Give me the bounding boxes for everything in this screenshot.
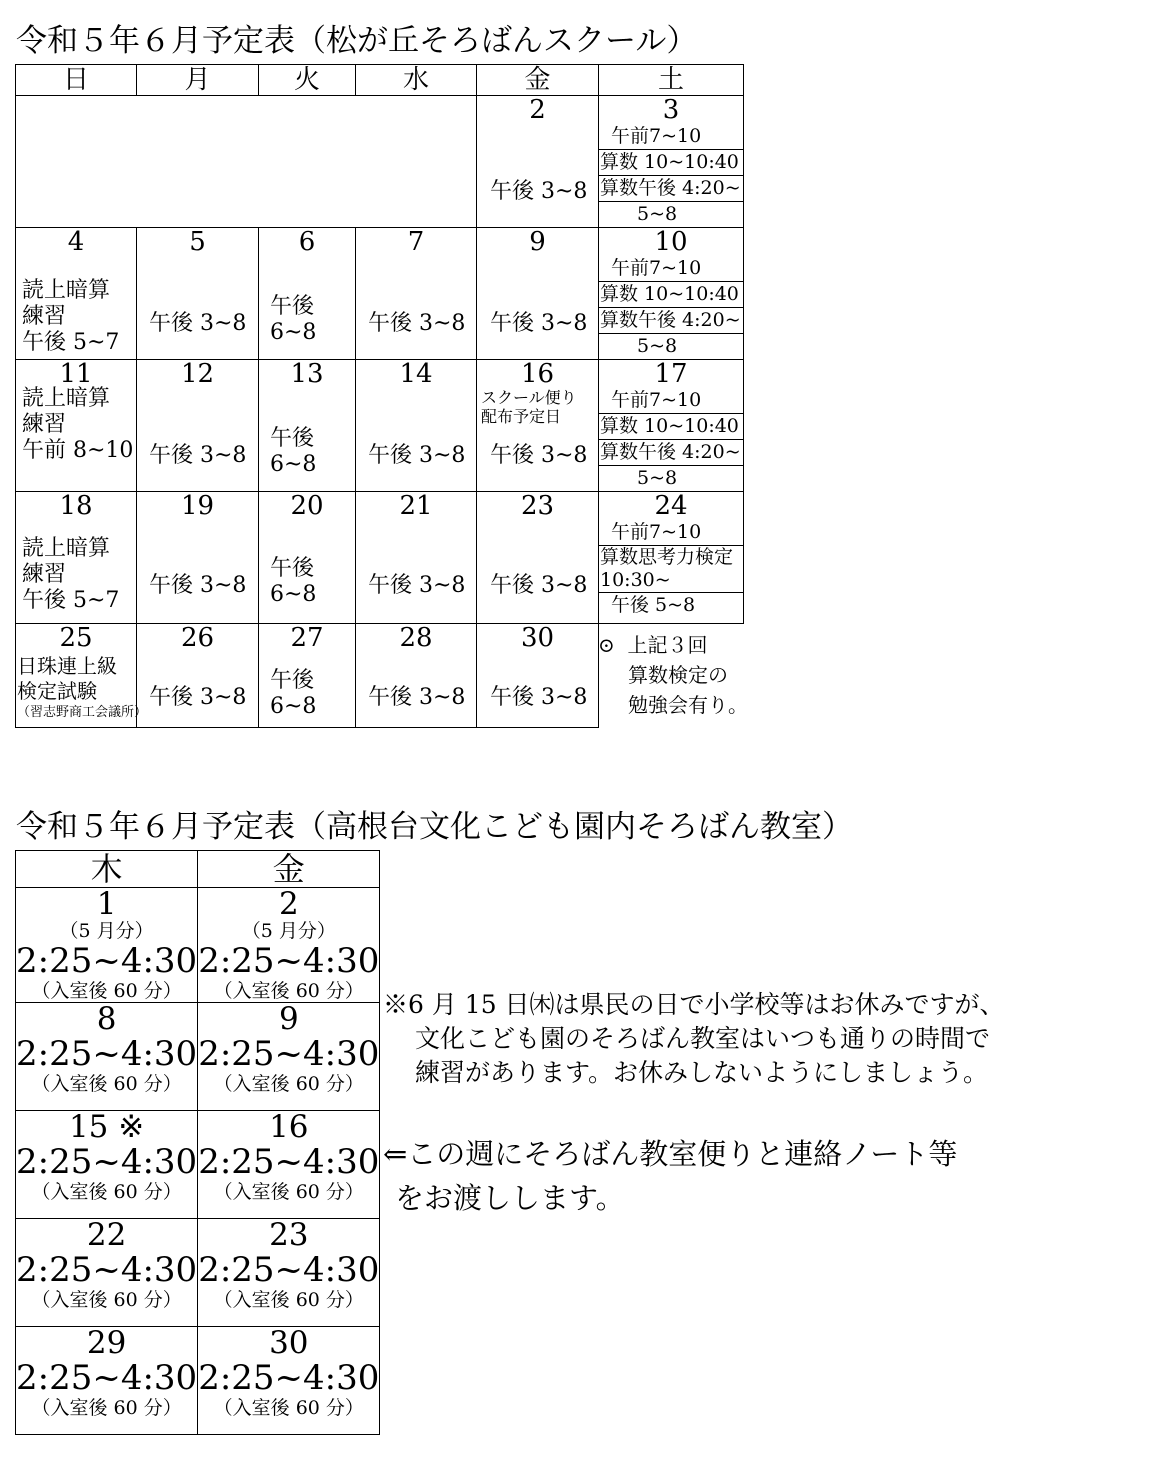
- lesson-time: 午後 3~8: [368, 573, 466, 598]
- day-cell: [137, 624, 259, 728]
- day-number: 4: [67, 227, 85, 257]
- lesson-time: 午後 3~8: [149, 311, 247, 336]
- lesson-time: 午後 3~8: [490, 311, 588, 336]
- lesson-time-range: 6~8: [270, 320, 317, 345]
- day-cell: [16, 623, 148, 728]
- lesson-time: 午前 8~10: [22, 438, 134, 463]
- day-number: 6: [298, 227, 316, 257]
- lesson-note: [22, 278, 119, 356]
- matsugaoka-calendar: [15, 64, 744, 728]
- lesson-time: [270, 668, 316, 720]
- lesson-time: 午後 3~8: [149, 443, 247, 468]
- day-number: 30: [269, 1325, 309, 1361]
- math-afternoon-time: 算数午後 4:20~: [599, 176, 743, 202]
- duration-note: （入室後 60 分）: [213, 1073, 364, 1095]
- day-number: 10: [654, 227, 688, 257]
- day-number: 15 ※: [68, 1109, 145, 1145]
- duration-note: （入室後 60 分）: [31, 980, 182, 1002]
- evening-time: 午後 5~8: [611, 594, 696, 616]
- day-cell: [599, 360, 744, 492]
- lesson-time: 2:25~4:30: [198, 1034, 380, 1074]
- lesson-time: [270, 294, 316, 346]
- morning-time: 午前7~10: [599, 388, 743, 414]
- newsletter-note: [481, 388, 577, 426]
- day-number: 11: [59, 359, 93, 389]
- newsletter-notice-line: ⇐この週にそろばん教室便りと連絡ノート等: [383, 1137, 958, 1171]
- day-number: 28: [399, 623, 433, 653]
- day-number: 14: [399, 359, 433, 389]
- exam-note: [17, 654, 147, 722]
- day-cell: [137, 360, 259, 492]
- exam-name: 検定試験: [17, 679, 97, 703]
- lesson-time: 2:25~4:30: [198, 1250, 380, 1290]
- day-cell: [356, 360, 477, 492]
- day-cell: [137, 492, 259, 624]
- duration-note: （入室後 60 分）: [31, 1397, 182, 1419]
- lesson-time-label: 午後: [270, 426, 315, 451]
- day-number: 9: [278, 1001, 299, 1037]
- day-number: 1: [96, 886, 117, 922]
- study-session-note: [598, 630, 748, 720]
- day-number: 18: [59, 491, 93, 521]
- lesson-time: 午後 5~7: [22, 588, 120, 613]
- day-cell: [16, 1111, 198, 1219]
- lesson-time: 2:25~4:30: [198, 1358, 380, 1398]
- lesson-time: 午後 3~8: [368, 311, 466, 336]
- takanedai-schedule: [15, 850, 380, 1435]
- newsletter-note-line: 配布予定日: [481, 407, 562, 426]
- lesson-time: 2:25~4:30: [198, 941, 380, 981]
- day-number: 16: [520, 359, 555, 389]
- month-note: （5 月分）: [59, 920, 154, 942]
- day-cell: [16, 492, 137, 624]
- day-cell: [16, 228, 137, 360]
- lesson-time: 2:25~4:30: [16, 1358, 198, 1398]
- lesson-note: [22, 386, 133, 464]
- day-cell: [477, 360, 599, 492]
- schedule-title-takanedai: 令和５年６月予定表（高根台文化こども園内そろばん教室）: [16, 809, 853, 845]
- lesson-time: 2:25~4:30: [16, 941, 198, 981]
- day-cell: [477, 228, 599, 360]
- weekday-header: 月: [137, 65, 259, 96]
- day-number: 29: [86, 1325, 127, 1361]
- day-number: 22: [86, 1217, 127, 1253]
- lesson-time-label: 午後: [270, 668, 315, 693]
- newsletter-notice-line: をお渡しします。: [395, 1181, 625, 1215]
- day-number: 25: [59, 623, 93, 653]
- lesson-time-label: 午後: [270, 556, 315, 581]
- lesson-name: 練習: [22, 304, 67, 329]
- day-number: 12: [180, 359, 215, 389]
- day-number: 17: [654, 359, 688, 389]
- day-number: 21: [399, 491, 433, 521]
- day-number: 5: [189, 227, 206, 257]
- lesson-time-label: 午後: [270, 294, 315, 319]
- weekday-header: 水: [356, 65, 477, 96]
- day-number: 20: [290, 491, 324, 521]
- math-time: 算数 10~10:40: [599, 150, 743, 176]
- day-number: 23: [269, 1217, 309, 1253]
- study-session-line: 上記３回: [627, 633, 708, 657]
- lesson-name: 読上暗算: [22, 386, 111, 411]
- day-cell: [259, 228, 356, 360]
- day-number: 24: [654, 491, 688, 521]
- lesson-name: 読上暗算: [22, 278, 111, 303]
- day-number: 7: [407, 227, 425, 257]
- bullet-icon: ⊙: [598, 633, 615, 657]
- schedule-title-matsugaoka: 令和５年６月予定表（松が丘そろばんスクール）: [16, 23, 698, 59]
- day-cell: [599, 96, 744, 228]
- lesson-name: 練習: [22, 562, 67, 587]
- weekday-header: 日: [16, 65, 137, 96]
- holiday-notice: [383, 988, 1005, 1090]
- lesson-time: [270, 556, 316, 608]
- morning-time: 午前7~10: [599, 256, 743, 282]
- duration-note: （入室後 60 分）: [213, 1181, 364, 1203]
- duration-note: （入室後 60 分）: [31, 1289, 182, 1311]
- day-cell: [259, 492, 356, 624]
- day-number: 30: [520, 623, 555, 653]
- math-test-time: 10:30~: [599, 569, 743, 593]
- day-number: 23: [520, 491, 555, 521]
- exam-name: 日珠連上級: [17, 654, 117, 678]
- day-number: 16: [269, 1109, 309, 1145]
- lesson-time: 午後 3~8: [490, 179, 588, 204]
- math-afternoon-time: 算数午後 4:20~: [599, 308, 743, 334]
- day-cell: [16, 360, 137, 492]
- day-cell: [259, 360, 356, 492]
- day-cell: [356, 624, 477, 728]
- day-cell: [198, 888, 380, 1003]
- day-number: 27: [290, 623, 324, 653]
- weekday-header: 木: [16, 851, 198, 888]
- day-cell: [599, 228, 744, 360]
- math-test-label: 算数思考力検定: [600, 546, 734, 568]
- day-number: 8: [96, 1001, 117, 1037]
- evening-time: 5~8: [637, 203, 678, 225]
- lesson-time: 午後 5~7: [22, 330, 120, 355]
- evening-time: 5~8: [637, 335, 678, 357]
- day-cell: [16, 1219, 198, 1327]
- lesson-name: 読上暗算: [22, 536, 111, 561]
- holiday-notice-line: 練習があります。お休みしないようにしましょう。: [415, 1058, 989, 1087]
- day-cell: [198, 1327, 380, 1435]
- lesson-time: 午後 3~8: [368, 443, 466, 468]
- lesson-time: 午後 3~8: [490, 443, 588, 468]
- day-number: 2: [278, 886, 299, 922]
- morning-time: 午前7~10: [599, 520, 743, 546]
- day-number: 3: [662, 95, 680, 125]
- weekday-header: 土: [599, 65, 744, 96]
- day-cell: [16, 888, 198, 1003]
- math-time: 算数 10~10:40: [599, 414, 743, 440]
- day-cell: [599, 492, 744, 624]
- study-session-line: 算数検定の: [628, 663, 728, 687]
- empty-cell: [16, 96, 477, 228]
- morning-time: 午前7~10: [599, 124, 743, 150]
- lesson-time: 2:25~4:30: [198, 1142, 380, 1182]
- duration-note: （入室後 60 分）: [213, 1397, 364, 1419]
- day-cell: [356, 492, 477, 624]
- math-time: 算数 10~10:40: [599, 282, 743, 308]
- duration-note: （入室後 60 分）: [213, 1289, 364, 1311]
- math-afternoon-time: 算数午後 4:20~: [599, 440, 743, 466]
- lesson-time: 午後 3~8: [368, 685, 466, 710]
- day-cell: [16, 1003, 198, 1111]
- lesson-time: 2:25~4:30: [16, 1142, 198, 1182]
- lesson-time-range: 6~8: [270, 694, 317, 719]
- lesson-time: 午後 3~8: [490, 573, 588, 598]
- month-note: （5 月分）: [241, 920, 336, 942]
- lesson-time: [270, 426, 316, 478]
- newsletter-notice: [383, 1132, 957, 1220]
- day-number: 9: [529, 227, 546, 257]
- day-number: 26: [180, 623, 215, 653]
- lesson-time: 2:25~4:30: [16, 1250, 198, 1290]
- holiday-notice-line: 文化こども園のそろばん教室はいつも通りの時間で: [415, 1024, 991, 1053]
- duration-note: （入室後 60 分）: [31, 1073, 182, 1095]
- day-cell: [477, 624, 599, 728]
- day-cell: [137, 228, 259, 360]
- lesson-time: 午後 3~8: [149, 685, 247, 710]
- lesson-time: 2:25~4:30: [16, 1034, 198, 1074]
- evening-time: 5~8: [637, 467, 678, 489]
- lesson-note: [22, 536, 119, 614]
- day-cell: [198, 1111, 380, 1219]
- day-cell: [198, 1003, 380, 1111]
- day-number: 19: [180, 491, 215, 521]
- lesson-time-range: 6~8: [270, 582, 317, 607]
- lesson-time-range: 6~8: [270, 452, 317, 477]
- holiday-notice-line: ※6 月 15 日㈭は県民の日で小学校等はお休みですが、: [383, 990, 1005, 1019]
- weekday-header: 金: [477, 65, 599, 96]
- newsletter-note-line: スクール便り: [481, 388, 577, 407]
- lesson-time: 午後 3~8: [149, 573, 247, 598]
- day-cell: [198, 1219, 380, 1327]
- study-session-line: 勉強会有り。: [628, 693, 748, 717]
- exam-venue: （習志野商工会議所）: [17, 705, 148, 720]
- weekday-header: 金: [198, 851, 380, 888]
- day-cell: [477, 492, 599, 624]
- weekday-header: 火: [259, 65, 356, 96]
- day-cell: [477, 96, 599, 228]
- lesson-name: 練習: [22, 412, 67, 437]
- day-cell: [356, 228, 477, 360]
- day-cell: [259, 624, 356, 728]
- day-cell: [16, 1327, 198, 1435]
- day-number: 13: [290, 359, 324, 389]
- lesson-time: 午後 3~8: [490, 685, 588, 710]
- duration-note: （入室後 60 分）: [31, 1181, 182, 1203]
- day-number: 2: [529, 95, 546, 125]
- duration-note: （入室後 60 分）: [213, 980, 364, 1002]
